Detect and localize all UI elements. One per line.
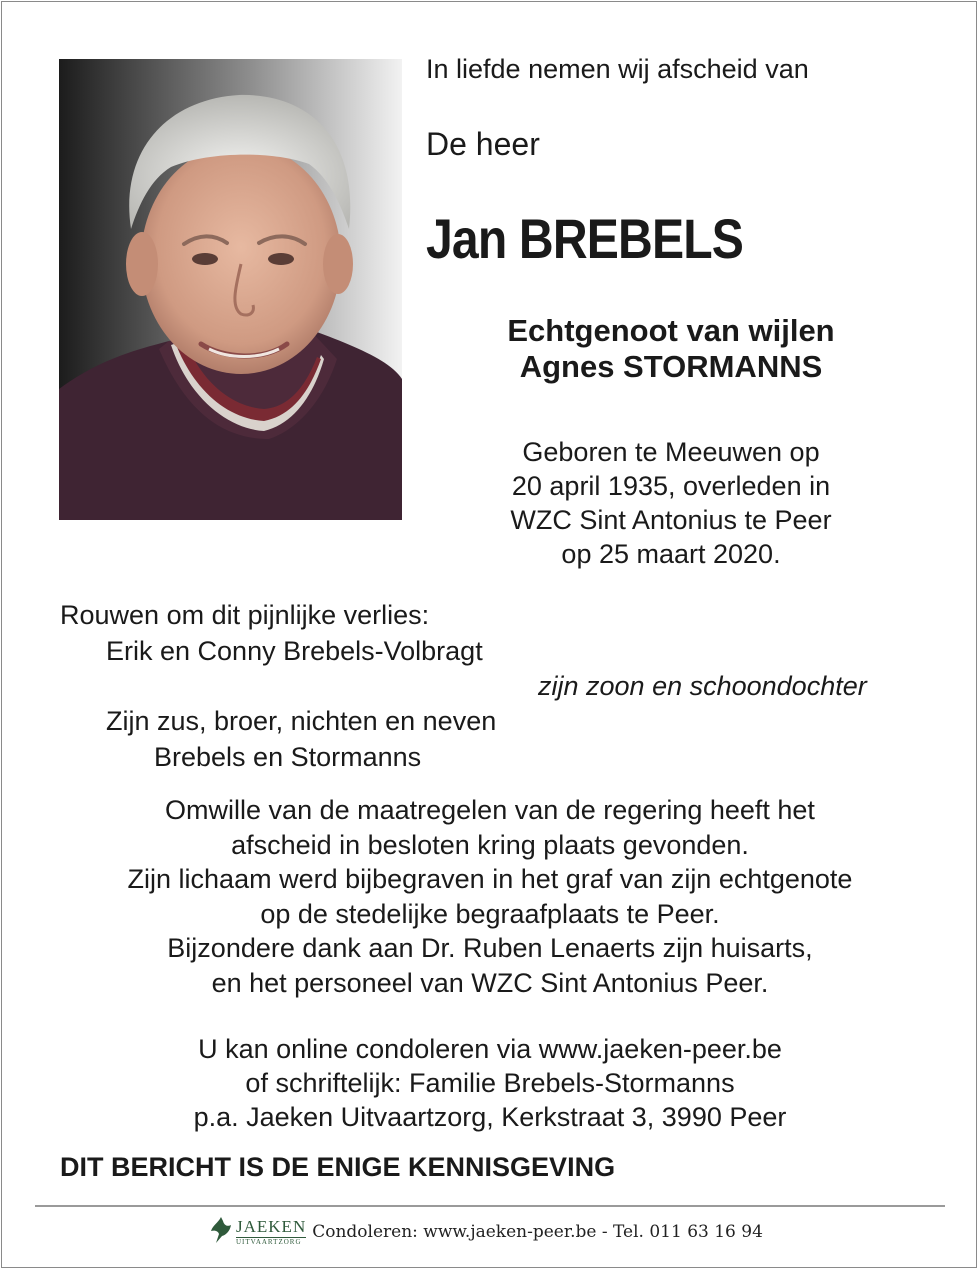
spouse-line-2: Agnes STORMANNS (519, 349, 823, 384)
mourner-son-relation: zijn zoon en schoondochter (538, 671, 867, 701)
condolence-line-1: U kan online condoleren via www.jaeken-peer.be (198, 1034, 782, 1064)
birth-death-block (426, 435, 916, 571)
salutation: De heer (426, 126, 540, 162)
notice-line-4: op de stedelijke begraafplaats te Peer. (260, 898, 720, 929)
condolence-line-3: p.a. Jaeken Uitvaartzorg, Kerkstraat 3, 3990 Peer (193, 1102, 787, 1132)
mourner-family-2: Brebels en Stormanns (154, 742, 422, 772)
logo-wordmark (236, 1218, 306, 1246)
notice-block (30, 793, 950, 1000)
mourner-son: Erik en Conny Brebels-Volbragt (106, 636, 483, 666)
birth-line-1: Geboren te Meeuwen op (522, 437, 820, 467)
footer-divider (35, 1205, 945, 1207)
spouse-block (426, 313, 916, 385)
footer (210, 1212, 763, 1252)
condolence-line-2: of schriftelijk: Familie Brebels-Stormanns (245, 1068, 735, 1098)
birth-line-3: WZC Sint Antonius te Peer (510, 505, 832, 535)
birth-line-2: 20 april 1935, overleden in (511, 471, 831, 501)
mourners-intro: Rouwen om dit pijnlijke verlies: (60, 600, 430, 630)
notice-line-2: afscheid in besloten kring plaats gevonden. (231, 829, 749, 860)
jaeken-logo (210, 1215, 306, 1250)
portrait-photo (59, 59, 402, 520)
notice-line-6: en het personeel van WZC Sint Antonius Peer. (211, 967, 769, 998)
dove-icon (210, 1215, 232, 1250)
spouse-line-1: Echtgenoot van wijlen (507, 313, 835, 348)
birth-line-4: op 25 maart 2020. (561, 539, 781, 569)
notice-line-3: Zijn lichaam werd bijbegraven in het graf van zijn echtgenote (127, 864, 853, 894)
footer-contact: Condoleren: www.jaeken-peer.be - Tel. 011 63 16 94 (312, 1222, 763, 1242)
logo-name: JAEKEN (236, 1217, 307, 1236)
logo-subtitle: UITVAARTZORG (236, 1237, 306, 1246)
notice-line-1: Omwille van de maatregelen van de regering heeft het (165, 795, 815, 825)
condolence-block (30, 1032, 950, 1134)
final-notice: DIT BERICHT IS DE ENIGE KENNISGEVING (60, 1152, 616, 1182)
mourner-family-1: Zijn zus, broer, nichten en neven (106, 706, 497, 736)
deceased-name: Jan BREBELS (426, 207, 744, 270)
intro-text: In liefde nemen wij afscheid van (426, 54, 809, 84)
notice-line-5: Bijzondere dank aan Dr. Ruben Lenaerts zijn huisarts, (167, 933, 813, 963)
